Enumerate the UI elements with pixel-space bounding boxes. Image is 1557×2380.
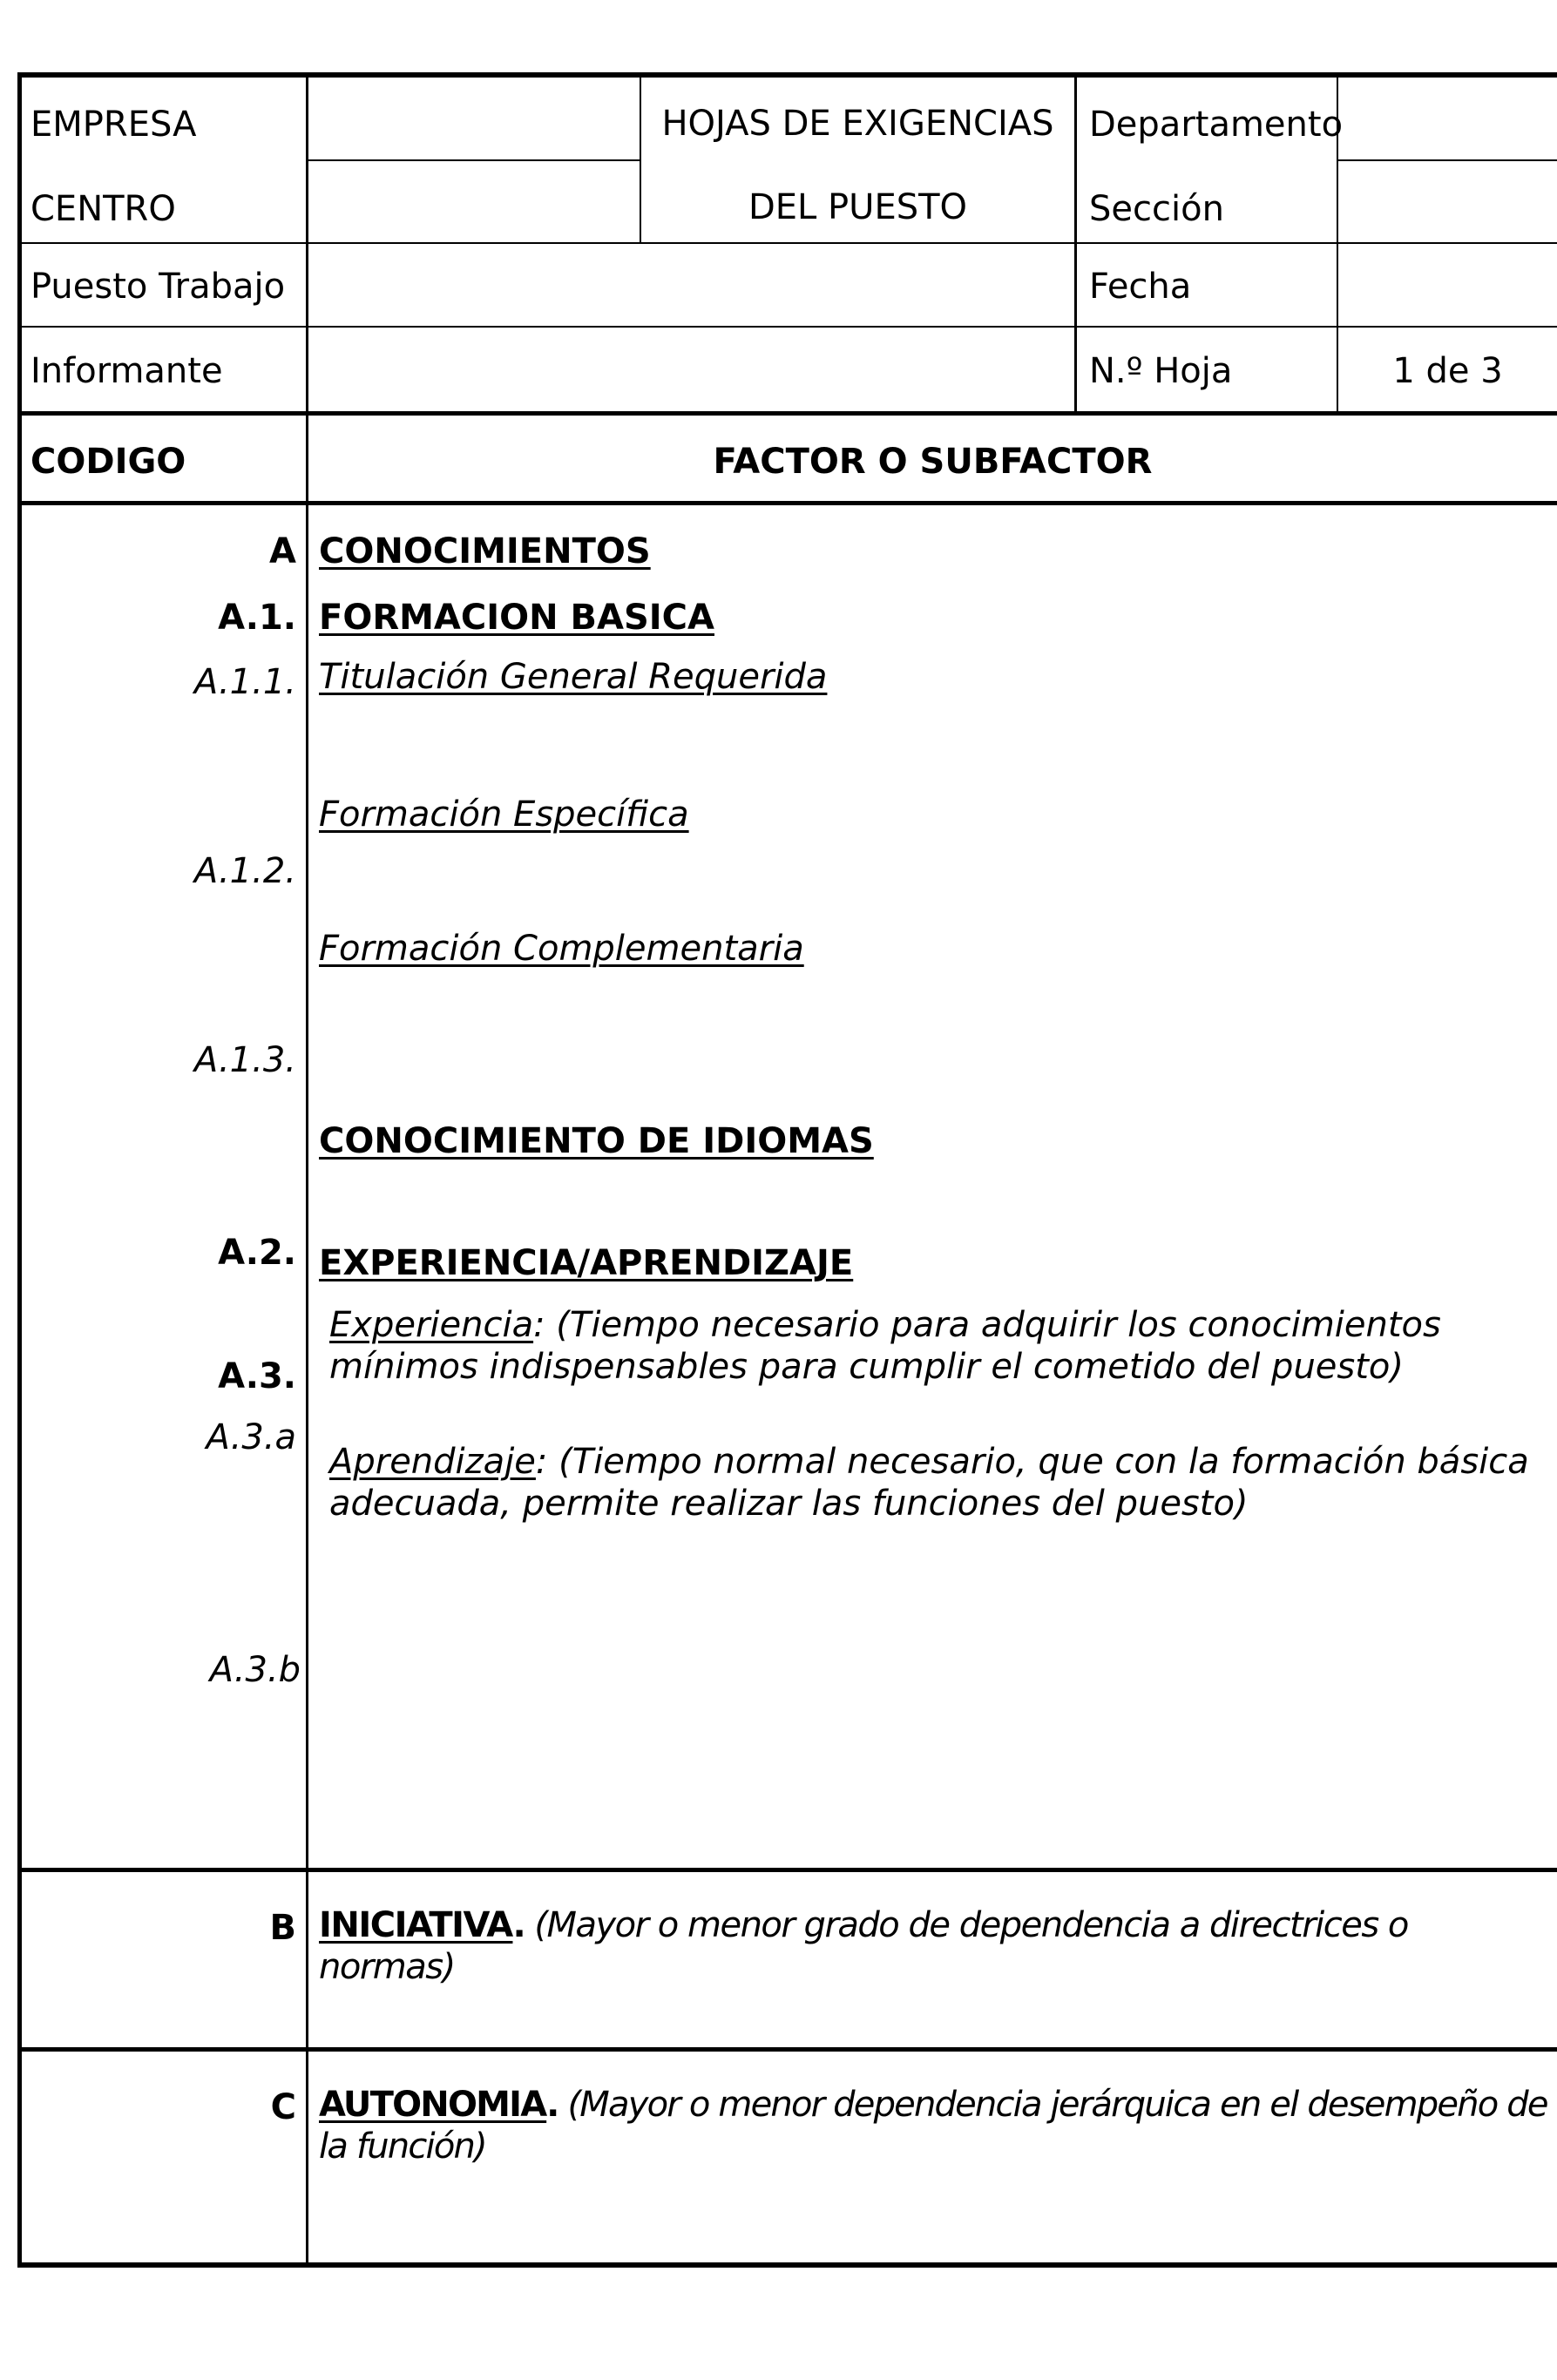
experiencia-paragraph [329, 1304, 1549, 1388]
autonomia-heading: AUTONOMIA [319, 2085, 547, 2125]
divider-row1-right [1338, 159, 1557, 161]
empresa-field[interactable] [318, 107, 632, 145]
aprendizaje-paragraph [329, 1441, 1554, 1525]
code-a3: A.3. [218, 1356, 296, 1396]
code-c: C [270, 2087, 296, 2127]
border-top [17, 72, 1557, 78]
code-a12: A.1.2. [193, 851, 296, 891]
code-a11: A.1.1. [193, 662, 296, 702]
departamento-label: Departamento [1089, 105, 1344, 145]
centro-label: CENTRO [30, 189, 176, 229]
divider-label-col [1074, 72, 1077, 415]
experiencia-description: : (Tiempo necesario para adquirir los conocimientos mínimos indispensables para cumplir el cometido del puesto) [329, 1305, 1441, 1387]
puesto-trabajo-field[interactable] [318, 269, 1067, 308]
formacion-basica-heading: FORMACION BASICA [319, 598, 714, 638]
form-title-line1: HOJAS DE EXIGENCIAS [661, 104, 1054, 144]
divider-header-top [17, 411, 1557, 416]
formacion-complementaria-subheading: Formación Complementaria [319, 929, 804, 969]
titulacion-subheading: Titulación General Requerida [319, 657, 828, 697]
form-title-line2: DEL PUESTO [748, 187, 968, 227]
border-left [17, 72, 22, 2268]
hoja-label: N.º Hoja [1089, 351, 1233, 391]
divider-section-c [17, 2047, 1557, 2052]
aprendizaje-description: : (Tiempo normal necesario, que con la formación básica adecuada, permite realizar las funciones del puesto) [329, 1442, 1529, 1524]
autonomia-description: (Mayor o menor dependencia jerárquica en el desempeño de la función) [319, 2085, 1547, 2167]
iniciativa-heading: INICIATIVA [319, 1905, 513, 1945]
factor-header: FACTOR O SUBFACTOR [713, 442, 1153, 482]
codigo-header: CODIGO [30, 442, 186, 482]
conocimientos-heading: CONOCIMIENTOS [319, 531, 651, 571]
code-a1: A.1. [218, 598, 296, 638]
border-bottom [17, 2262, 1557, 2268]
divider-section-b [17, 1868, 1557, 1872]
idiomas-heading: CONOCIMIENTO DE IDIOMAS [319, 1121, 874, 1161]
hoja-value: 1 de 3 [1392, 351, 1503, 391]
autonomia-paragraph [319, 2084, 1547, 2167]
seccion-field[interactable] [1347, 192, 1547, 230]
informante-field[interactable] [318, 354, 1067, 392]
divider-row3 [17, 326, 1557, 328]
code-b: B [269, 1908, 296, 1948]
informante-label: Informante [30, 351, 223, 391]
code-a: A [269, 531, 296, 571]
experiencia-term: Experiencia [329, 1305, 534, 1345]
aprendizaje-term: Aprendizaje [329, 1442, 536, 1482]
seccion-label: Sección [1089, 189, 1224, 229]
experiencia-aprendizaje-heading: EXPERIENCIA/APRENDIZAJE [319, 1243, 854, 1283]
iniciativa-paragraph [319, 1904, 1547, 1988]
centro-field[interactable] [318, 192, 632, 230]
code-a13: A.1.3. [193, 1040, 296, 1080]
iniciativa-period: . [512, 1905, 525, 1945]
fecha-field[interactable] [1347, 269, 1547, 308]
autonomia-period: . [546, 2085, 558, 2125]
code-a2: A.2. [218, 1233, 296, 1273]
fecha-label: Fecha [1089, 267, 1192, 307]
divider-row2 [17, 242, 1557, 244]
divider-header-bottom [17, 501, 1557, 505]
iniciativa-description: (Mayor o menor grado de dependencia a directrices o normas) [319, 1905, 1408, 1987]
puesto-trabajo-label: Puesto Trabajo [30, 267, 286, 307]
divider-code-col [306, 72, 308, 2268]
code-a3b: A.3.b [209, 1650, 301, 1690]
empresa-label: EMPRESA [30, 105, 197, 145]
formacion-especifica-subheading: Formación Específica [319, 794, 689, 835]
divider-row1 [307, 159, 641, 161]
departamento-field[interactable] [1347, 107, 1547, 145]
code-a3a: A.3.a [206, 1417, 296, 1457]
